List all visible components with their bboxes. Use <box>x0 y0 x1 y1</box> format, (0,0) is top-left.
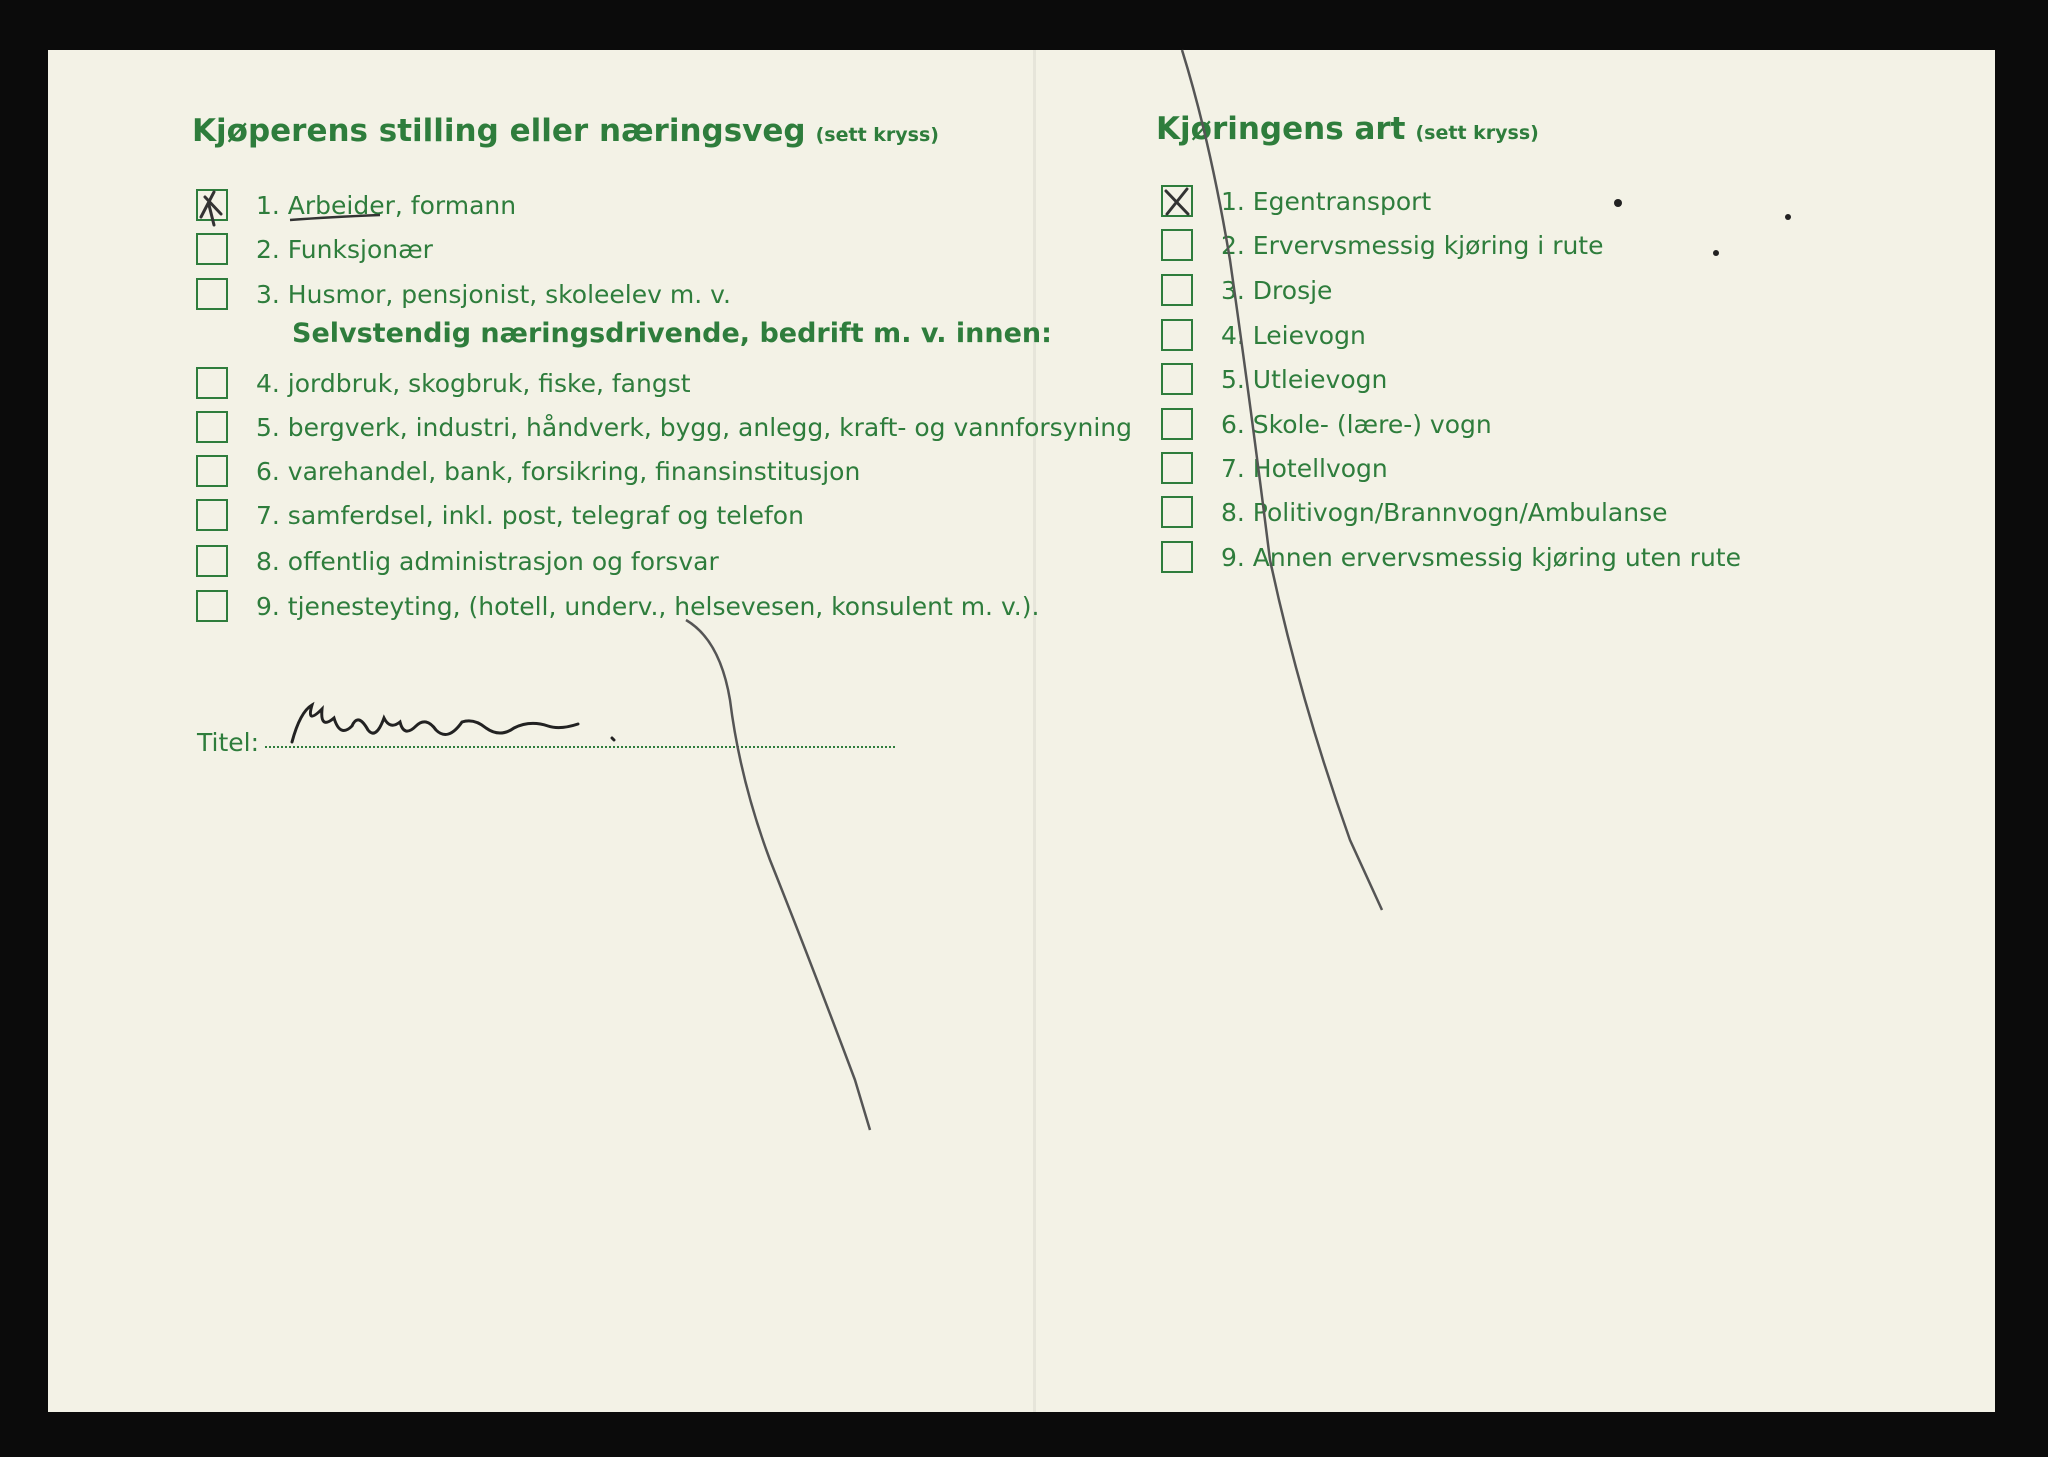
option-label: 5. Utleievogn <box>1221 365 1388 394</box>
option-label: 4. Leievogn <box>1221 321 1366 350</box>
option-label: 9. tjenesteyting, (hotell, underv., helsevesen, konsulent m. v.). <box>256 592 1040 621</box>
driving-type-heading-text: Kjøringens art <box>1156 111 1406 147</box>
option-label: 1. Egentransport <box>1221 187 1432 216</box>
option-label: 1. Arbeider, formann <box>256 191 517 220</box>
option-label: 3. Drosje <box>1221 276 1333 305</box>
option-label: 2. Funksjonær <box>256 235 433 264</box>
titel-label: Titel: <box>197 728 259 757</box>
occupation-hint: (sett kryss) <box>815 124 939 146</box>
option-label: 3. Husmor, pensjonist, skoleelev m. v. <box>256 280 731 309</box>
option-label: 5. bergverk, industri, håndverk, bygg, anlegg, kraft- og vannforsyning <box>256 413 1132 442</box>
self-employed-subheading: Selvstendig næringsdrivende, bedrift m. v. innen: <box>292 318 1052 349</box>
option-label: 8. Politivogn/Brannvogn/Ambulanse <box>1221 498 1668 527</box>
handwritten-signature <box>292 705 614 742</box>
pencil-check-mark <box>201 192 221 225</box>
option-label: 6. varehandel, bank, forsikring, finansinstitusjon <box>256 457 861 486</box>
pencil-line-left <box>686 620 870 1130</box>
option-label: 7. samferdsel, inkl. post, telegraf og telefon <box>256 501 804 530</box>
option-label: 8. offentlig administrasjon og forsvar <box>256 547 719 576</box>
driving-type-hint: (sett kryss) <box>1415 122 1539 144</box>
occupation-heading-text: Kjøperens stilling eller næringsveg <box>192 113 806 149</box>
option-label: 6. Skole- (lære-) vogn <box>1221 410 1492 439</box>
pencil-underline <box>290 215 380 220</box>
option-label: 4. jordbruk, skogbruk, fiske, fangst <box>256 369 691 398</box>
option-label: 2. Ervervsmessig kjøring i rute <box>1221 231 1604 260</box>
pencil-line-right <box>1182 50 1382 910</box>
option-label: 9. Annen ervervsmessig kjøring uten rute <box>1221 543 1741 572</box>
pencil-cross-mark <box>1166 189 1188 214</box>
option-label: 7. Hotellvogn <box>1221 454 1388 483</box>
